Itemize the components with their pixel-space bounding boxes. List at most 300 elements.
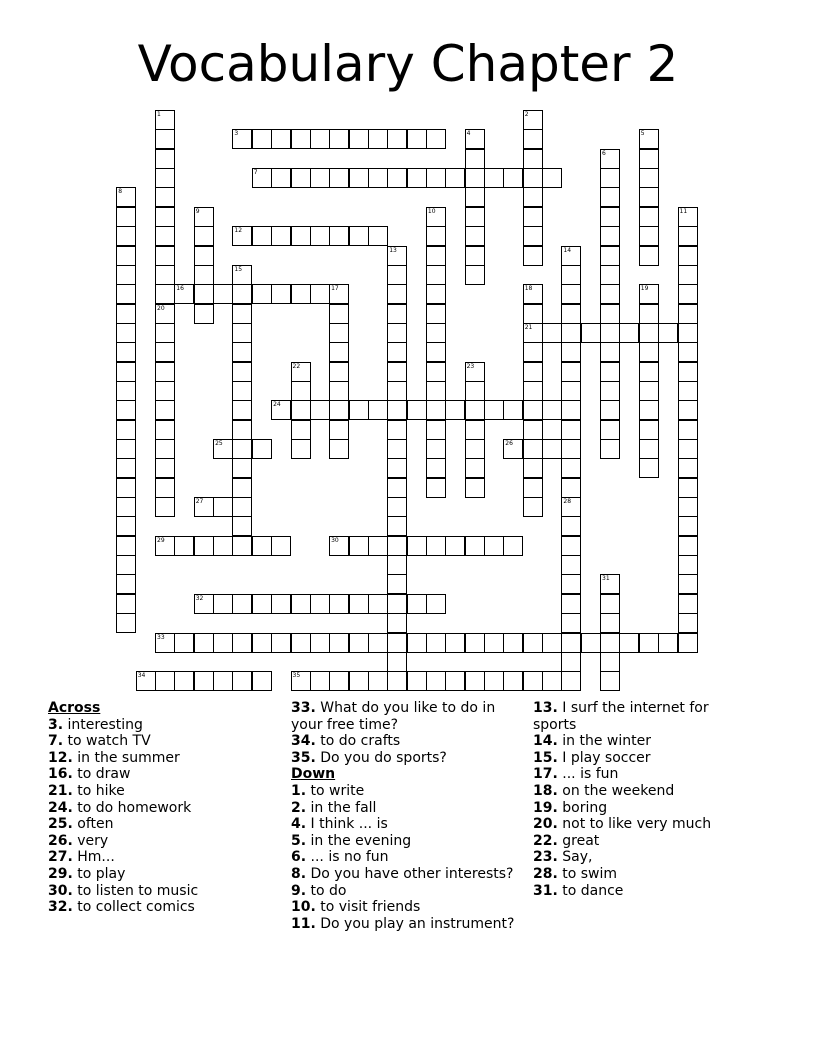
grid-cell[interactable] [387, 246, 407, 266]
grid-cell[interactable] [116, 323, 136, 343]
grid-cell[interactable] [116, 536, 136, 556]
grid-cell[interactable] [639, 226, 659, 246]
grid-cell[interactable] [213, 671, 233, 691]
grid-cell[interactable] [426, 439, 446, 459]
grid-cell[interactable] [271, 129, 291, 149]
grid-cell[interactable] [155, 362, 175, 382]
grid-cell[interactable] [291, 168, 311, 188]
grid-cell[interactable] [561, 478, 581, 498]
grid-cell[interactable] [387, 516, 407, 536]
grid-cell[interactable] [174, 671, 194, 691]
grid-cell[interactable] [600, 613, 620, 633]
grid-cell[interactable] [503, 633, 523, 653]
grid-cell[interactable] [155, 497, 175, 517]
grid-cell[interactable] [194, 265, 214, 285]
grid-cell[interactable] [349, 168, 369, 188]
grid-cell[interactable] [387, 420, 407, 440]
grid-cell[interactable] [387, 284, 407, 304]
grid-cell[interactable] [116, 478, 136, 498]
grid-cell[interactable] [465, 439, 485, 459]
grid-cell[interactable] [291, 226, 311, 246]
grid-cell[interactable] [387, 478, 407, 498]
grid-cell[interactable] [194, 246, 214, 266]
grid-cell[interactable] [678, 594, 698, 614]
grid-cell[interactable] [561, 671, 581, 691]
grid-cell[interactable] [678, 420, 698, 440]
grid-cell[interactable] [600, 594, 620, 614]
grid-cell[interactable] [678, 536, 698, 556]
grid-cell[interactable] [329, 342, 349, 362]
grid-cell[interactable] [387, 574, 407, 594]
grid-cell[interactable] [561, 536, 581, 556]
grid-cell[interactable] [465, 265, 485, 285]
grid-cell[interactable] [329, 400, 349, 420]
grid-cell[interactable] [387, 633, 407, 653]
grid-cell[interactable] [465, 226, 485, 246]
grid-cell[interactable] [155, 226, 175, 246]
grid-cell[interactable] [213, 536, 233, 556]
grid-cell[interactable] [465, 420, 485, 440]
grid-cell[interactable] [561, 574, 581, 594]
grid-cell[interactable] [232, 226, 252, 246]
grid-cell[interactable] [678, 226, 698, 246]
grid-cell[interactable] [252, 226, 272, 246]
grid-cell[interactable] [116, 187, 136, 207]
grid-cell[interactable] [368, 536, 388, 556]
grid-cell[interactable] [252, 168, 272, 188]
grid-cell[interactable] [155, 671, 175, 691]
grid-cell[interactable] [561, 555, 581, 575]
grid-cell[interactable] [349, 671, 369, 691]
grid-cell[interactable] [194, 536, 214, 556]
grid-cell[interactable] [291, 129, 311, 149]
grid-cell[interactable] [232, 342, 252, 362]
grid-cell[interactable] [407, 168, 427, 188]
grid-cell[interactable] [349, 594, 369, 614]
grid-cell[interactable] [232, 265, 252, 285]
grid-cell[interactable] [310, 129, 330, 149]
grid-cell[interactable] [136, 671, 156, 691]
grid-cell[interactable] [445, 671, 465, 691]
grid-cell[interactable] [194, 633, 214, 653]
grid-cell[interactable] [174, 536, 194, 556]
grid-cell[interactable] [523, 381, 543, 401]
grid-cell[interactable] [465, 633, 485, 653]
grid-cell[interactable] [271, 400, 291, 420]
grid-cell[interactable] [368, 400, 388, 420]
grid-cell[interactable] [116, 304, 136, 324]
grid-cell[interactable] [387, 594, 407, 614]
grid-cell[interactable] [561, 400, 581, 420]
grid-cell[interactable] [155, 246, 175, 266]
grid-cell[interactable] [329, 633, 349, 653]
grid-cell[interactable] [213, 633, 233, 653]
grid-cell[interactable] [232, 420, 252, 440]
grid-cell[interactable] [194, 207, 214, 227]
grid-cell[interactable] [523, 129, 543, 149]
grid-cell[interactable] [600, 362, 620, 382]
grid-cell[interactable] [600, 207, 620, 227]
grid-cell[interactable] [503, 400, 523, 420]
grid-cell[interactable] [271, 168, 291, 188]
grid-cell[interactable] [523, 187, 543, 207]
grid-cell[interactable] [678, 304, 698, 324]
grid-cell[interactable] [310, 633, 330, 653]
grid-cell[interactable] [387, 439, 407, 459]
grid-cell[interactable] [600, 323, 620, 343]
grid-cell[interactable] [639, 633, 659, 653]
grid-cell[interactable] [465, 478, 485, 498]
grid-cell[interactable] [116, 574, 136, 594]
grid-cell[interactable] [678, 284, 698, 304]
grid-cell[interactable] [155, 207, 175, 227]
grid-cell[interactable] [291, 671, 311, 691]
grid-cell[interactable] [387, 323, 407, 343]
grid-cell[interactable] [232, 497, 252, 517]
grid-cell[interactable] [387, 381, 407, 401]
grid-cell[interactable] [368, 633, 388, 653]
grid-cell[interactable] [561, 439, 581, 459]
grid-cell[interactable] [639, 246, 659, 266]
grid-cell[interactable] [387, 458, 407, 478]
grid-cell[interactable] [445, 400, 465, 420]
grid-cell[interactable] [561, 362, 581, 382]
grid-cell[interactable] [639, 284, 659, 304]
grid-cell[interactable] [639, 362, 659, 382]
grid-cell[interactable] [329, 284, 349, 304]
grid-cell[interactable] [484, 633, 504, 653]
grid-cell[interactable] [542, 168, 562, 188]
grid-cell[interactable] [291, 400, 311, 420]
grid-cell[interactable] [310, 284, 330, 304]
grid-cell[interactable] [116, 458, 136, 478]
grid-cell[interactable] [387, 304, 407, 324]
grid-cell[interactable] [387, 671, 407, 691]
grid-cell[interactable] [329, 226, 349, 246]
grid-cell[interactable] [523, 362, 543, 382]
grid-cell[interactable] [639, 420, 659, 440]
grid-cell[interactable] [116, 207, 136, 227]
grid-cell[interactable] [426, 323, 446, 343]
grid-cell[interactable] [523, 420, 543, 440]
grid-cell[interactable] [678, 265, 698, 285]
grid-cell[interactable] [329, 362, 349, 382]
grid-cell[interactable] [523, 439, 543, 459]
grid-cell[interactable] [503, 671, 523, 691]
grid-cell[interactable] [426, 536, 446, 556]
grid-cell[interactable] [678, 439, 698, 459]
grid-cell[interactable] [155, 342, 175, 362]
grid-cell[interactable] [407, 400, 427, 420]
grid-cell[interactable] [639, 168, 659, 188]
grid-cell[interactable] [426, 671, 446, 691]
grid-cell[interactable] [310, 168, 330, 188]
grid-cell[interactable] [155, 633, 175, 653]
grid-cell[interactable] [678, 478, 698, 498]
grid-cell[interactable] [232, 400, 252, 420]
grid-cell[interactable] [387, 613, 407, 633]
grid-cell[interactable] [465, 149, 485, 169]
grid-cell[interactable] [116, 246, 136, 266]
grid-cell[interactable] [678, 381, 698, 401]
grid-cell[interactable] [116, 439, 136, 459]
grid-cell[interactable] [116, 594, 136, 614]
grid-cell[interactable] [542, 400, 562, 420]
grid-cell[interactable] [426, 362, 446, 382]
grid-cell[interactable] [155, 284, 175, 304]
grid-cell[interactable] [329, 381, 349, 401]
grid-cell[interactable] [407, 536, 427, 556]
grid-cell[interactable] [368, 168, 388, 188]
grid-cell[interactable] [600, 284, 620, 304]
grid-cell[interactable] [465, 400, 485, 420]
grid-cell[interactable] [523, 671, 543, 691]
grid-cell[interactable] [426, 226, 446, 246]
grid-cell[interactable] [232, 304, 252, 324]
grid-cell[interactable] [600, 633, 620, 653]
grid-cell[interactable] [600, 381, 620, 401]
grid-cell[interactable] [155, 381, 175, 401]
grid-cell[interactable] [523, 149, 543, 169]
grid-cell[interactable] [310, 400, 330, 420]
grid-cell[interactable] [484, 671, 504, 691]
grid-cell[interactable] [600, 149, 620, 169]
grid-cell[interactable] [484, 400, 504, 420]
grid-cell[interactable] [600, 342, 620, 362]
grid-cell[interactable] [368, 129, 388, 149]
grid-cell[interactable] [426, 633, 446, 653]
grid-cell[interactable] [155, 168, 175, 188]
grid-cell[interactable] [600, 265, 620, 285]
grid-cell[interactable] [542, 633, 562, 653]
grid-cell[interactable] [116, 342, 136, 362]
grid-cell[interactable] [678, 458, 698, 478]
grid-cell[interactable] [639, 323, 659, 343]
grid-cell[interactable] [155, 400, 175, 420]
grid-cell[interactable] [426, 304, 446, 324]
grid-cell[interactable] [407, 671, 427, 691]
grid-cell[interactable] [194, 226, 214, 246]
grid-cell[interactable] [116, 516, 136, 536]
grid-cell[interactable] [561, 652, 581, 672]
grid-cell[interactable] [194, 284, 214, 304]
grid-cell[interactable] [155, 420, 175, 440]
grid-cell[interactable] [155, 265, 175, 285]
grid-cell[interactable] [232, 633, 252, 653]
grid-cell[interactable] [561, 323, 581, 343]
grid-cell[interactable] [271, 633, 291, 653]
grid-cell[interactable] [329, 129, 349, 149]
grid-cell[interactable] [678, 574, 698, 594]
grid-cell[interactable] [194, 594, 214, 614]
grid-cell[interactable] [678, 323, 698, 343]
grid-cell[interactable] [368, 594, 388, 614]
grid-cell[interactable] [523, 323, 543, 343]
grid-cell[interactable] [426, 265, 446, 285]
grid-cell[interactable] [155, 110, 175, 130]
grid-cell[interactable] [426, 594, 446, 614]
grid-cell[interactable] [368, 671, 388, 691]
grid-cell[interactable] [523, 284, 543, 304]
grid-cell[interactable] [561, 594, 581, 614]
grid-cell[interactable] [639, 129, 659, 149]
grid-cell[interactable] [561, 381, 581, 401]
grid-cell[interactable] [639, 400, 659, 420]
grid-cell[interactable] [503, 439, 523, 459]
grid-cell[interactable] [116, 613, 136, 633]
grid-cell[interactable] [619, 633, 639, 653]
grid-cell[interactable] [349, 129, 369, 149]
grid-cell[interactable] [232, 362, 252, 382]
grid-cell[interactable] [465, 458, 485, 478]
grid-cell[interactable] [561, 458, 581, 478]
grid-cell[interactable] [465, 207, 485, 227]
grid-cell[interactable] [387, 400, 407, 420]
grid-cell[interactable] [252, 594, 272, 614]
grid-cell[interactable] [310, 226, 330, 246]
grid-cell[interactable] [155, 304, 175, 324]
grid-cell[interactable] [445, 633, 465, 653]
grid-cell[interactable] [252, 284, 272, 304]
grid-cell[interactable] [678, 207, 698, 227]
grid-cell[interactable] [155, 129, 175, 149]
grid-cell[interactable] [426, 168, 446, 188]
grid-cell[interactable] [329, 304, 349, 324]
grid-cell[interactable] [523, 246, 543, 266]
grid-cell[interactable] [465, 246, 485, 266]
grid-cell[interactable] [600, 226, 620, 246]
grid-cell[interactable] [600, 304, 620, 324]
grid-cell[interactable] [542, 323, 562, 343]
grid-cell[interactable] [523, 400, 543, 420]
grid-cell[interactable] [600, 400, 620, 420]
grid-cell[interactable] [465, 536, 485, 556]
grid-cell[interactable] [678, 246, 698, 266]
grid-cell[interactable] [329, 323, 349, 343]
grid-cell[interactable] [445, 536, 465, 556]
grid-cell[interactable] [678, 497, 698, 517]
grid-cell[interactable] [116, 555, 136, 575]
grid-cell[interactable] [523, 633, 543, 653]
grid-cell[interactable] [581, 323, 601, 343]
grid-cell[interactable] [426, 284, 446, 304]
grid-cell[interactable] [232, 381, 252, 401]
grid-cell[interactable] [213, 497, 233, 517]
grid-cell[interactable] [426, 207, 446, 227]
grid-cell[interactable] [252, 129, 272, 149]
grid-cell[interactable] [387, 265, 407, 285]
grid-cell[interactable] [561, 246, 581, 266]
grid-cell[interactable] [310, 671, 330, 691]
grid-cell[interactable] [232, 323, 252, 343]
grid-cell[interactable] [639, 149, 659, 169]
grid-cell[interactable] [232, 671, 252, 691]
grid-cell[interactable] [407, 633, 427, 653]
grid-cell[interactable] [523, 168, 543, 188]
grid-cell[interactable] [639, 439, 659, 459]
grid-cell[interactable] [523, 304, 543, 324]
grid-cell[interactable] [503, 168, 523, 188]
grid-cell[interactable] [678, 633, 698, 653]
grid-cell[interactable] [561, 516, 581, 536]
grid-cell[interactable] [561, 265, 581, 285]
grid-cell[interactable] [155, 458, 175, 478]
grid-cell[interactable] [600, 574, 620, 594]
grid-cell[interactable] [232, 516, 252, 536]
grid-cell[interactable] [484, 168, 504, 188]
grid-cell[interactable] [329, 594, 349, 614]
grid-cell[interactable] [561, 420, 581, 440]
grid-cell[interactable] [561, 342, 581, 362]
grid-cell[interactable] [155, 323, 175, 343]
grid-cell[interactable] [349, 400, 369, 420]
grid-cell[interactable] [523, 497, 543, 517]
grid-cell[interactable] [194, 671, 214, 691]
grid-cell[interactable] [387, 129, 407, 149]
grid-cell[interactable] [155, 439, 175, 459]
grid-cell[interactable] [387, 168, 407, 188]
grid-cell[interactable] [232, 458, 252, 478]
grid-cell[interactable] [581, 633, 601, 653]
grid-cell[interactable] [523, 342, 543, 362]
grid-cell[interactable] [639, 207, 659, 227]
grid-cell[interactable] [600, 652, 620, 672]
grid-cell[interactable] [387, 497, 407, 517]
grid-cell[interactable] [426, 478, 446, 498]
grid-cell[interactable] [155, 478, 175, 498]
grid-cell[interactable] [639, 304, 659, 324]
grid-cell[interactable] [232, 536, 252, 556]
grid-cell[interactable] [271, 536, 291, 556]
grid-cell[interactable] [291, 633, 311, 653]
grid-cell[interactable] [213, 439, 233, 459]
grid-cell[interactable] [387, 342, 407, 362]
grid-cell[interactable] [619, 323, 639, 343]
grid-cell[interactable] [407, 129, 427, 149]
grid-cell[interactable] [465, 362, 485, 382]
grid-cell[interactable] [232, 478, 252, 498]
grid-cell[interactable] [387, 362, 407, 382]
grid-cell[interactable] [116, 381, 136, 401]
grid-cell[interactable] [252, 633, 272, 653]
grid-cell[interactable] [561, 304, 581, 324]
grid-cell[interactable] [445, 168, 465, 188]
grid-cell[interactable] [542, 439, 562, 459]
grid-cell[interactable] [174, 284, 194, 304]
grid-cell[interactable] [465, 381, 485, 401]
grid-cell[interactable] [523, 226, 543, 246]
grid-cell[interactable] [291, 439, 311, 459]
grid-cell[interactable] [116, 420, 136, 440]
grid-cell[interactable] [678, 516, 698, 536]
grid-cell[interactable] [116, 284, 136, 304]
grid-cell[interactable] [426, 381, 446, 401]
grid-cell[interactable] [600, 187, 620, 207]
grid-cell[interactable] [542, 671, 562, 691]
grid-cell[interactable] [523, 478, 543, 498]
grid-cell[interactable] [465, 671, 485, 691]
grid-cell[interactable] [503, 536, 523, 556]
grid-cell[interactable] [600, 246, 620, 266]
grid-cell[interactable] [349, 633, 369, 653]
grid-cell[interactable] [658, 633, 678, 653]
grid-cell[interactable] [174, 633, 194, 653]
grid-cell[interactable] [291, 362, 311, 382]
grid-cell[interactable] [658, 323, 678, 343]
grid-cell[interactable] [600, 420, 620, 440]
grid-cell[interactable] [600, 671, 620, 691]
grid-cell[interactable] [329, 671, 349, 691]
